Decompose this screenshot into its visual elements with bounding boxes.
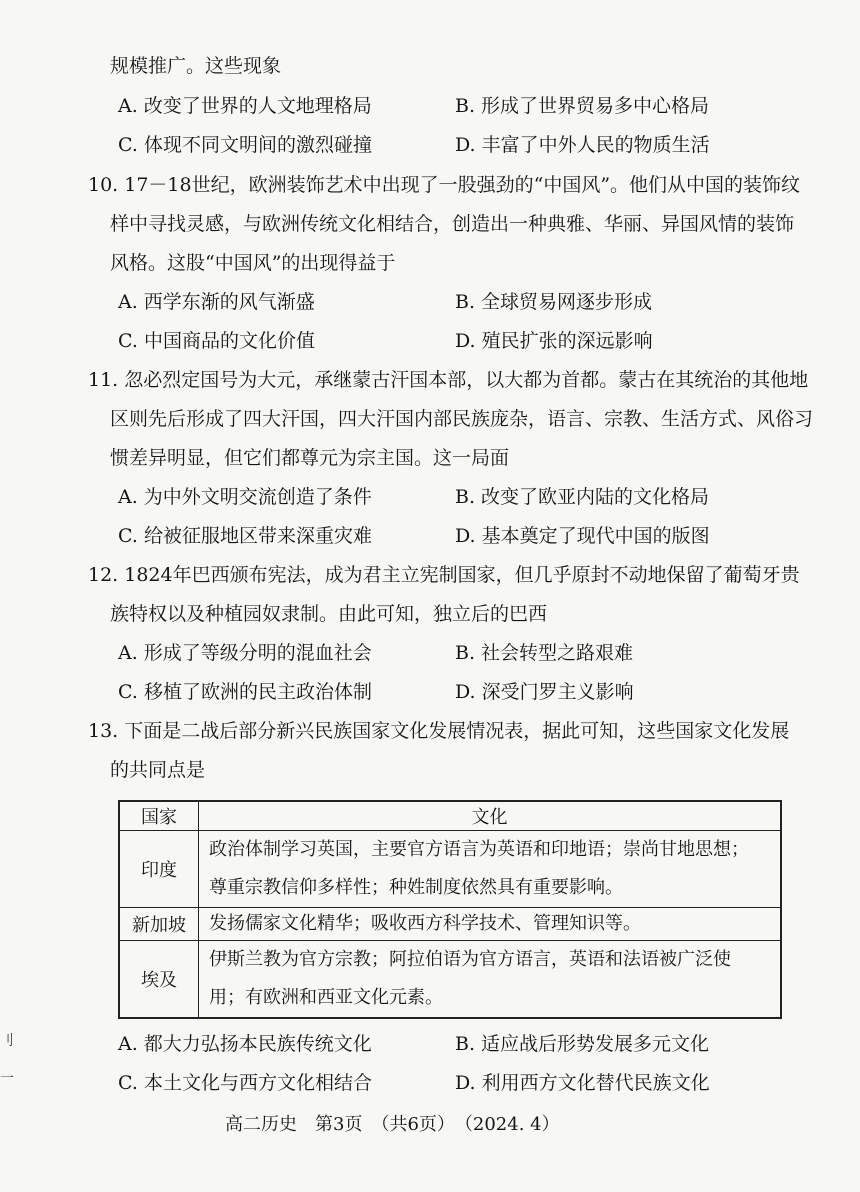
- q11-stem-line-1: 11. 忽必烈定国号为大元，承继蒙古汗国本部，以大都为首都。蒙古在其统治的其他地: [88, 369, 809, 391]
- table-header-culture: 文化: [199, 801, 782, 831]
- q12-stem-line-1: 12. 1824年巴西颁布宪法，成为君主立宪制国家，但几乎原封不动地保留了葡萄牙贵: [88, 564, 800, 586]
- table-culture-cell: [199, 941, 782, 1019]
- q13-option-d: D. 利用西方文化替代民族文化: [455, 1072, 710, 1094]
- table-country-cell: 印度: [119, 831, 199, 908]
- q12-option-a: A. 形成了等级分明的混血社会: [118, 642, 372, 664]
- q13-option-c: C. 本土文化与西方文化相结合: [118, 1072, 372, 1094]
- q10-stem-line-1: 10. 17－18世纪，欧洲装饰艺术中出现了一股强劲的“中国风”。他们从中国的装饰纹: [88, 174, 801, 196]
- table-culture-cell: [199, 831, 782, 908]
- culture-table: [118, 800, 782, 1019]
- q12-option-b: B. 社会转型之路艰难: [455, 642, 634, 664]
- q10-option-a: A. 西学东渐的风气渐盛: [118, 291, 315, 313]
- q13-stem-line-2: 的共同点是: [110, 759, 206, 781]
- q11-option-b: B. 改变了欧亚内陆的文化格局: [455, 486, 710, 508]
- q11-option-d: D. 基本奠定了现代中国的版图: [455, 525, 710, 547]
- q12-stem-line-2: 族特权以及种植园奴隶制。由此可知，独立后的巴西: [110, 603, 548, 625]
- table-header-country: 国家: [119, 801, 199, 831]
- q10-option-c: C. 中国商品的文化价值: [118, 330, 315, 352]
- culture-line: 尊重宗教信仰多样性；种姓制度依然具有重要影响。: [209, 877, 623, 898]
- q9-option-c: C. 体现不同文明间的激烈碰撞: [118, 134, 372, 156]
- margin-mark: 一: [0, 1071, 14, 1087]
- q10-stem-line-2: 样中寻找灵感，与欧洲传统文化相结合，创造出一种典雅、华丽、异国风情的装饰: [110, 213, 795, 235]
- margin-mark: 刂: [0, 1033, 14, 1049]
- table-country-cell: 埃及: [119, 941, 199, 1019]
- q9-option-d: D. 丰富了中外人民的物质生活: [455, 134, 710, 156]
- table-culture-cell: [199, 908, 782, 941]
- q13-stem-line-1: 13. 下面是二战后部分新兴民族国家文化发展情况表，据此可知，这些国家文化发展: [88, 720, 790, 742]
- table-country-cell: 新加坡: [119, 908, 199, 941]
- culture-line: 政治体制学习英国，主要官方语言为英语和印地语；崇尚甘地思想；: [209, 839, 749, 860]
- table-row: [119, 831, 781, 908]
- q11-stem-line-2: 区则先后形成了四大汗国，四大汗国内部民族庞杂，语言、宗教、生活方式、风俗习: [110, 408, 814, 430]
- table-row: [119, 941, 781, 1019]
- q10-option-b: B. 全球贸易网逐步形成: [455, 291, 653, 313]
- culture-line: 发扬儒家文化精华；吸收西方科学技术、管理知识等。: [209, 913, 641, 934]
- q9-option-b: B. 形成了世界贸易多中心格局: [455, 95, 710, 117]
- culture-line: 伊斯兰教为官方宗教；阿拉伯语为官方语言，英语和法语被广泛使: [209, 949, 731, 970]
- q13-option-a: A. 都大力弘扬本民族传统文化: [118, 1033, 372, 1055]
- q9-stem-tail: 规模推广。这些现象: [110, 55, 282, 77]
- q12-option-d: D. 深受门罗主义影响: [455, 681, 634, 703]
- q13-option-b: B. 适应战后形势发展多元文化: [455, 1033, 710, 1055]
- table-header-row: [119, 801, 781, 831]
- q9-option-a: A. 改变了世界的人文地理格局: [118, 95, 372, 117]
- page-footer: 高二历史 第3页 （共6页） （2024. 4）: [225, 1114, 560, 1135]
- q10-option-d: D. 殖民扩张的深远影响: [455, 330, 653, 352]
- culture-line: 用；有欧洲和西亚文化元素。: [209, 987, 443, 1008]
- q10-stem-line-3: 风格。这股“中国风”的出现得益于: [110, 252, 396, 274]
- table-row: [119, 908, 781, 941]
- q11-option-c: C. 给被征服地区带来深重灾难: [118, 525, 372, 547]
- q11-stem-line-3: 惯差异明显，但它们都尊元为宗主国。这一局面: [110, 447, 510, 469]
- q11-option-a: A. 为中外文明交流创造了条件: [118, 486, 372, 508]
- q12-option-c: C. 移植了欧洲的民主政治体制: [118, 681, 372, 703]
